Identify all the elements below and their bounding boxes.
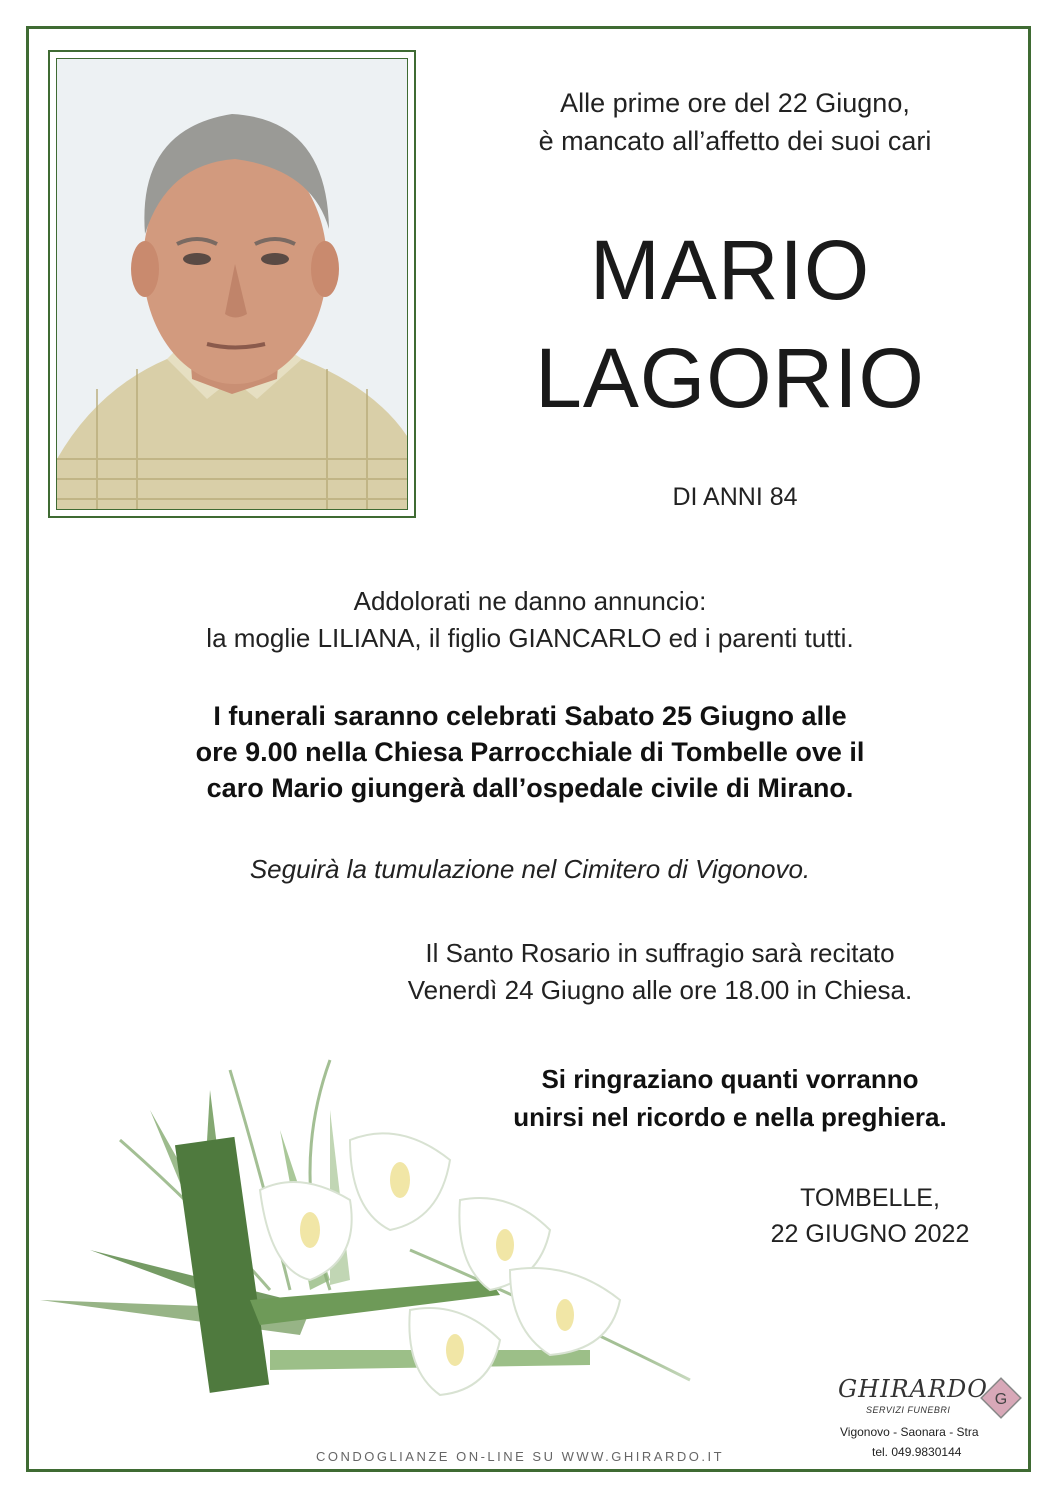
portrait-photo [56, 58, 408, 510]
rosary-line-2: Venerdì 24 Giugno alle ore 18.00 in Chiesa. [407, 975, 913, 1005]
funeral-line-2: ore 9.00 nella Chiesa Parrocchiale di Tombelle ove il [195, 737, 865, 767]
announcement-text [60, 583, 1000, 657]
logo-towns: Vigonovo - Saonara - Stra [840, 1425, 979, 1439]
funeral-details [60, 698, 1000, 806]
thanks-line-2: unirsi nel ricordo e nella preghiera. [513, 1102, 947, 1132]
intro-line-2: è mancato all’affetto dei suoi cari [538, 126, 932, 156]
burial-text: Seguirà la tumulazione nel Cimitero di Vigonovo. [249, 854, 811, 884]
funeral-line-1: I funerali saranno celebrati Sabato 25 Giugno alle [213, 701, 847, 731]
notice-date: 22 GIUGNO 2022 [770, 1220, 970, 1248]
place-date [720, 1180, 1020, 1252]
thanks-text [420, 1060, 1040, 1136]
intro-line-1: Alle prime ore del 22 Giugno, [560, 88, 910, 118]
svg-text:G: G [994, 1391, 1008, 1408]
announce-line-2: la moglie LILIANA, il figlio GIANCARLO ed i parenti tutti. [206, 623, 854, 653]
place-name: TOMBELLE, [800, 1184, 940, 1212]
logo-subtitle: SERVIZI FUNEBRI [866, 1405, 951, 1415]
logo-name: GHIRARDO [838, 1375, 988, 1403]
deceased-first-name: MARIO [589, 223, 871, 317]
thanks-line-1: Si ringraziano quanti vorranno [541, 1064, 919, 1094]
deceased-age: DI ANNI 84 [672, 483, 798, 511]
intro-text [440, 84, 1030, 160]
logo-phone: tel. 049.9830144 [872, 1445, 962, 1459]
logo-diamond-icon [978, 1375, 1024, 1421]
condolences-footer: CONDOGLIANZE ON-LINE SU WWW.GHIRARDO.IT [315, 1449, 725, 1464]
rosary-text [240, 935, 1058, 1009]
announce-line-1: Addolorati ne danno annuncio: [353, 586, 707, 616]
portrait-frame [48, 50, 416, 518]
deceased-last-name: LAGORIO [535, 331, 925, 425]
funeral-line-3: caro Mario giungerà dall’ospedale civile di Mirano. [206, 773, 854, 803]
rosary-line-1: Il Santo Rosario in suffragio sarà recitato [425, 938, 895, 968]
